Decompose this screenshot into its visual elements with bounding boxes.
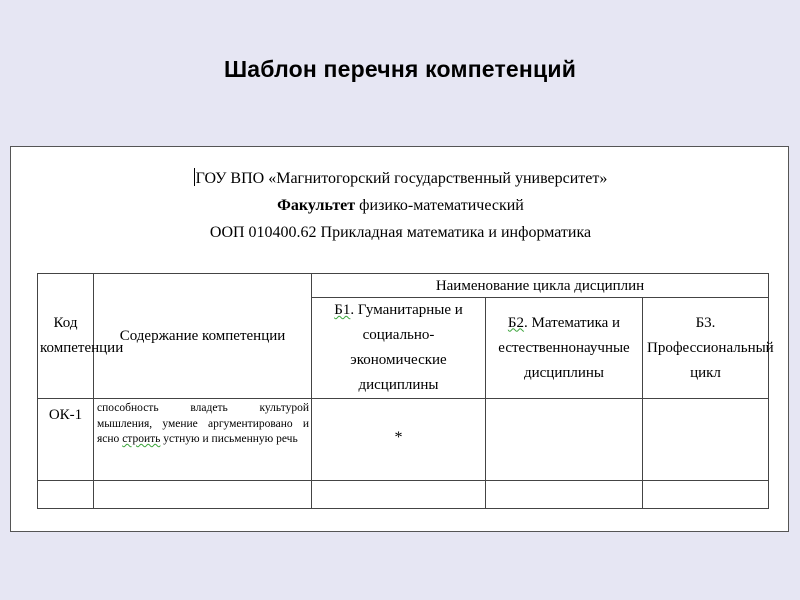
row-code: ОК-1 [38, 399, 94, 481]
header-b2 [486, 298, 643, 399]
program-line: ООП 010400.62 Прикладная математика и информатика [209, 224, 592, 241]
row-content [94, 399, 312, 481]
table-row [38, 399, 769, 481]
header-b1-prefix: Б1 [334, 302, 351, 318]
document-image [10, 146, 789, 532]
row-b1 [312, 481, 486, 509]
header-b3: Б3. Профессиональный цикл [643, 298, 769, 399]
header-b2-text: . Математика и естественнонаучные дисциплины [498, 314, 630, 381]
faculty-value: физико-математический [355, 197, 524, 214]
header-b1-text: . Гуманитарные и социально-экономические дисциплины [350, 302, 463, 393]
table-row [38, 481, 769, 509]
header-content: Содержание компетенции [94, 274, 312, 399]
university-name: ГОУ ВПО «Магнитогорский государственный университет» [195, 170, 608, 187]
row-b3 [643, 399, 769, 481]
row-b2 [486, 481, 643, 509]
row-content-squiggle: строить [122, 433, 161, 445]
header-b1 [312, 298, 486, 399]
header-code: Код компетенции [38, 274, 94, 399]
row-b2 [486, 399, 643, 481]
competency-table [37, 273, 774, 509]
slide-title: Шаблон перечня компетенций [223, 56, 577, 82]
row-b1 [312, 399, 486, 481]
row-content-text: способность владеть культурой мышления, умение аргументировано и ясно [97, 402, 309, 445]
header-cycle-group: Наименование цикла дисциплин [312, 274, 769, 298]
row-b3 [643, 481, 769, 509]
header-b2-prefix: Б2 [507, 314, 525, 331]
text-cursor [194, 168, 195, 186]
row-content-text-end: устную и письменную речь [160, 433, 298, 445]
faculty-line [11, 192, 790, 219]
row-code [38, 481, 94, 509]
university-line [11, 165, 790, 192]
document-header [11, 165, 790, 246]
row-content [94, 481, 312, 509]
faculty-label: Факультет [277, 197, 356, 214]
row-b1-mark: * [394, 429, 403, 446]
